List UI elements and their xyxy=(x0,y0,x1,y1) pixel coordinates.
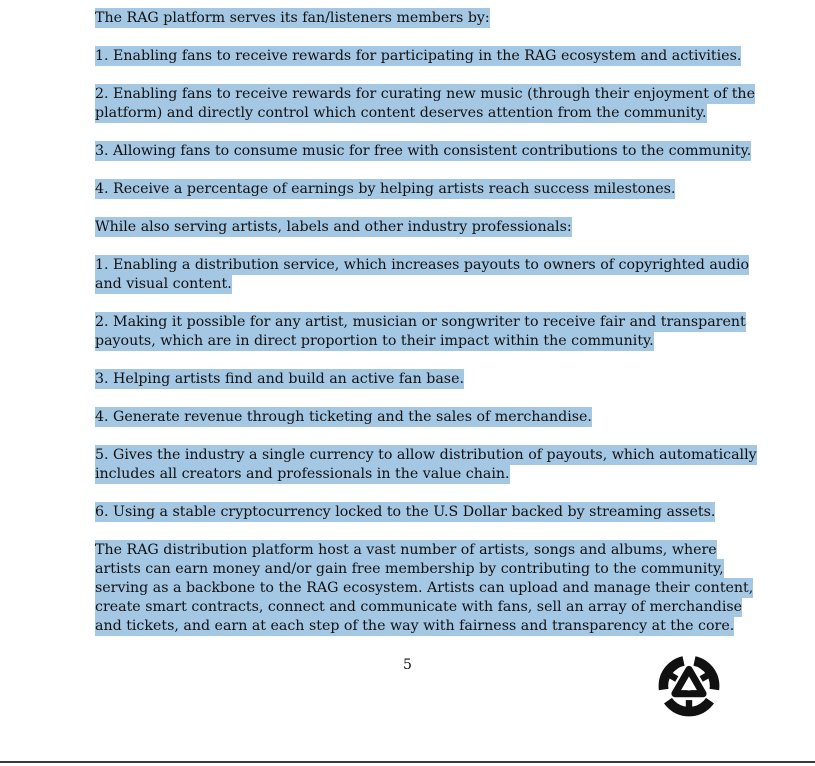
paragraph-fan-item-2[interactable] xyxy=(95,85,755,123)
text-line: serving as a backbone to the RAG ecosystem. Artists can upload and manage their content, xyxy=(95,580,754,596)
document-body xyxy=(95,9,757,655)
text-line: While also serving artists, labels and other industry professionals: xyxy=(95,219,572,235)
text-line: 6. Using a stable cryptocurrency locked to the U.S Dollar backed by streaming assets. xyxy=(95,504,716,520)
page-number: 5 xyxy=(403,657,412,673)
record-adapter-logo-icon xyxy=(657,654,721,718)
text-line: create smart contracts, connect and communicate with fans, sell an array of merchandise xyxy=(95,599,743,615)
paragraph-artist-item-5[interactable] xyxy=(95,446,757,484)
paragraph-intro-artists[interactable] xyxy=(95,218,735,237)
text-line: 3. Helping artists find and build an active fan base. xyxy=(95,371,464,387)
text-line: The RAG distribution platform host a vast number of artists, songs and albums, where xyxy=(95,542,717,558)
paragraph-distribution-platform[interactable] xyxy=(95,541,754,636)
text-line: 1. Enabling fans to receive rewards for participating in the RAG ecosystem and activities. xyxy=(95,48,742,64)
text-line: artists can earn money and/or gain free membership by contributing to the community, xyxy=(95,561,724,577)
text-line: payouts, which are in direct proportion to their impact within the community. xyxy=(95,333,654,349)
text-line: 5. Gives the industry a single currency to allow distribution of payouts, which automatically xyxy=(95,447,757,463)
page-bottom-border xyxy=(0,761,815,763)
paragraph-intro-fans[interactable] xyxy=(95,9,735,28)
text-line: 3. Allowing fans to consume music for free with consistent contributions to the community. xyxy=(95,143,752,159)
text-line: 1. Enabling a distribution service, which increases payouts to owners of copyrighted audio xyxy=(95,257,750,273)
paragraph-artist-item-6[interactable] xyxy=(95,503,735,522)
paragraph-fan-item-4[interactable] xyxy=(95,180,735,199)
text-line: 2. Making it possible for any artist, musician or songwriter to receive fair and transparent xyxy=(95,314,746,330)
text-line: and tickets, and earn at each step of the way with fairness and transparency at the core. xyxy=(95,618,735,634)
paragraph-artist-item-3[interactable] xyxy=(95,370,735,389)
text-line: and visual content. xyxy=(95,276,232,292)
paragraph-fan-item-3[interactable] xyxy=(95,142,752,161)
text-line: includes all creators and professionals in the value chain. xyxy=(95,466,510,482)
paragraph-artist-item-4[interactable] xyxy=(95,408,735,427)
paragraph-artist-item-2[interactable] xyxy=(95,313,746,351)
text-line: 4. Receive a percentage of earnings by helping artists reach success milestones. xyxy=(95,181,676,197)
text-line: 4. Generate revenue through ticketing and the sales of merchandise. xyxy=(95,409,592,425)
paragraph-artist-item-1[interactable] xyxy=(95,256,750,294)
text-line: 2. Enabling fans to receive rewards for curating new music (through their enjoyment of the xyxy=(95,86,755,102)
paragraph-fan-item-1[interactable] xyxy=(95,47,742,66)
text-line: platform) and directly control which content deserves attention from the community. xyxy=(95,105,707,121)
text-line: The RAG platform serves its fan/listeners members by: xyxy=(95,10,490,26)
